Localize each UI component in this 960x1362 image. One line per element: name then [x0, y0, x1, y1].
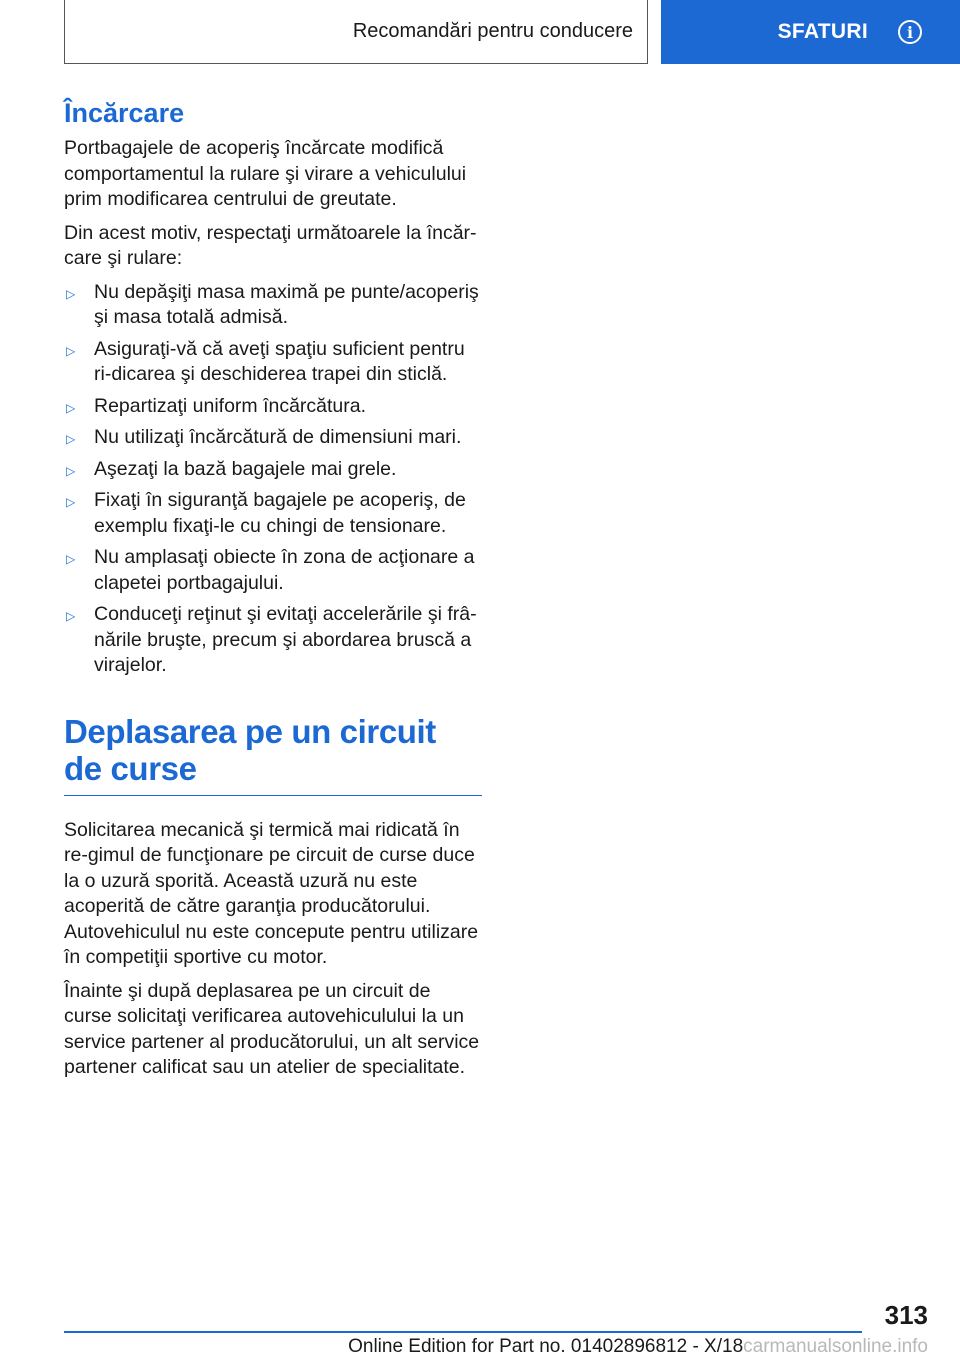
- bullet-list: [64, 280, 482, 679]
- header-tab-label: SFATURI: [777, 20, 868, 43]
- triangle-bullet-icon: ▷: [66, 552, 76, 566]
- list-item: [64, 425, 482, 451]
- section-heading-circuit-curse: Deplasarea pe un circuit de curse: [64, 713, 482, 796]
- list-item-text: Repartizaţi uniform încărcătura.: [94, 394, 367, 417]
- paragraph: Portbagajele de acoperiş încărcate modifică comportamentul la rulare şi virare a vehiculului prim modificarea centrului de greutate.: [64, 137, 467, 210]
- main-content: [64, 96, 482, 1089]
- footer-edition: [348, 1336, 928, 1358]
- triangle-bullet-icon: ▷: [66, 343, 76, 358]
- triangle-bullet-icon: ▷: [66, 432, 76, 446]
- triangle-bullet-icon: ▷: [66, 463, 76, 478]
- list-item: [64, 457, 482, 483]
- list-item-text: Fixaţi în siguranţă bagajele pe acoperiş, de exemplu fixaţi-le cu chingi de tensionare.: [94, 489, 466, 537]
- list-item: [64, 488, 482, 539]
- footer-divider: [64, 1331, 862, 1333]
- footer-watermark: carmanualsonline.info: [743, 1336, 928, 1357]
- paragraph: Din acest motiv, respectaţi următoarele la încăr‐care şi rulare:: [64, 221, 477, 269]
- header-tab-sfaturi[interactable]: [661, 0, 960, 64]
- list-item: [64, 602, 482, 679]
- list-item-text: Aşezaţi la bază bagajele mai grele.: [94, 457, 397, 480]
- triangle-bullet-icon: ▷: [66, 495, 76, 509]
- list-item-text: Nu utilizaţi încărcătură de dimensiuni mari.: [94, 426, 462, 448]
- header-section-title-box: [64, 0, 648, 64]
- paragraph: Înainte şi după deplasarea pe un circuit de curse solicitaţi verificarea autovehiculului la un service partener al producătorului, un alt service partener calificat sau un atelier de specialitate.: [64, 979, 480, 1078]
- list-item-text: Asiguraţi-vă că aveţi spaţiu suficient pentru ri‐dicarea şi deschiderea trapei din sticlă.: [94, 337, 465, 385]
- info-icon[interactable]: i: [898, 20, 922, 44]
- page-number: 313: [884, 1300, 928, 1330]
- list-item: [64, 394, 482, 420]
- section-heading-incarcare: Încărcare: [64, 98, 185, 128]
- triangle-bullet-icon: ▷: [66, 400, 76, 415]
- list-item-text: Nu depăşiţi masa maximă pe punte/acoperiş şi masa totală admisă.: [94, 280, 479, 328]
- list-item: [64, 545, 482, 596]
- footer-edition-text: Online Edition for Part no. 01402896812 - X/18: [348, 1336, 744, 1357]
- paragraph: Solicitarea mecanică şi termică mai ridicată în re‐gimul de funcţionare pe circuit de curse duce la o uzură sporită. Această uzură nu este acoperită de către garanţia producătorului. Autovehiculul nu este concepute pentru utilizare în competiţii sportive cu motor.: [64, 818, 479, 968]
- list-item-text: Conduceţi reţinut şi evitaţi accelerările şi frâ‐nările bruşte, precum şi abordarea bruscă a virajelor.: [94, 603, 477, 676]
- list-item: [64, 280, 482, 331]
- triangle-bullet-icon: ▷: [66, 609, 76, 623]
- triangle-bullet-icon: ▷: [66, 286, 76, 301]
- section-circuit-curse-body: [64, 818, 482, 1081]
- list-item: [64, 337, 482, 388]
- header-section-title: Recomandări pentru conducere: [352, 20, 633, 42]
- list-item-text: Nu amplasaţi obiecte în zona de acţionare a clapetei portbagajului.: [94, 546, 475, 594]
